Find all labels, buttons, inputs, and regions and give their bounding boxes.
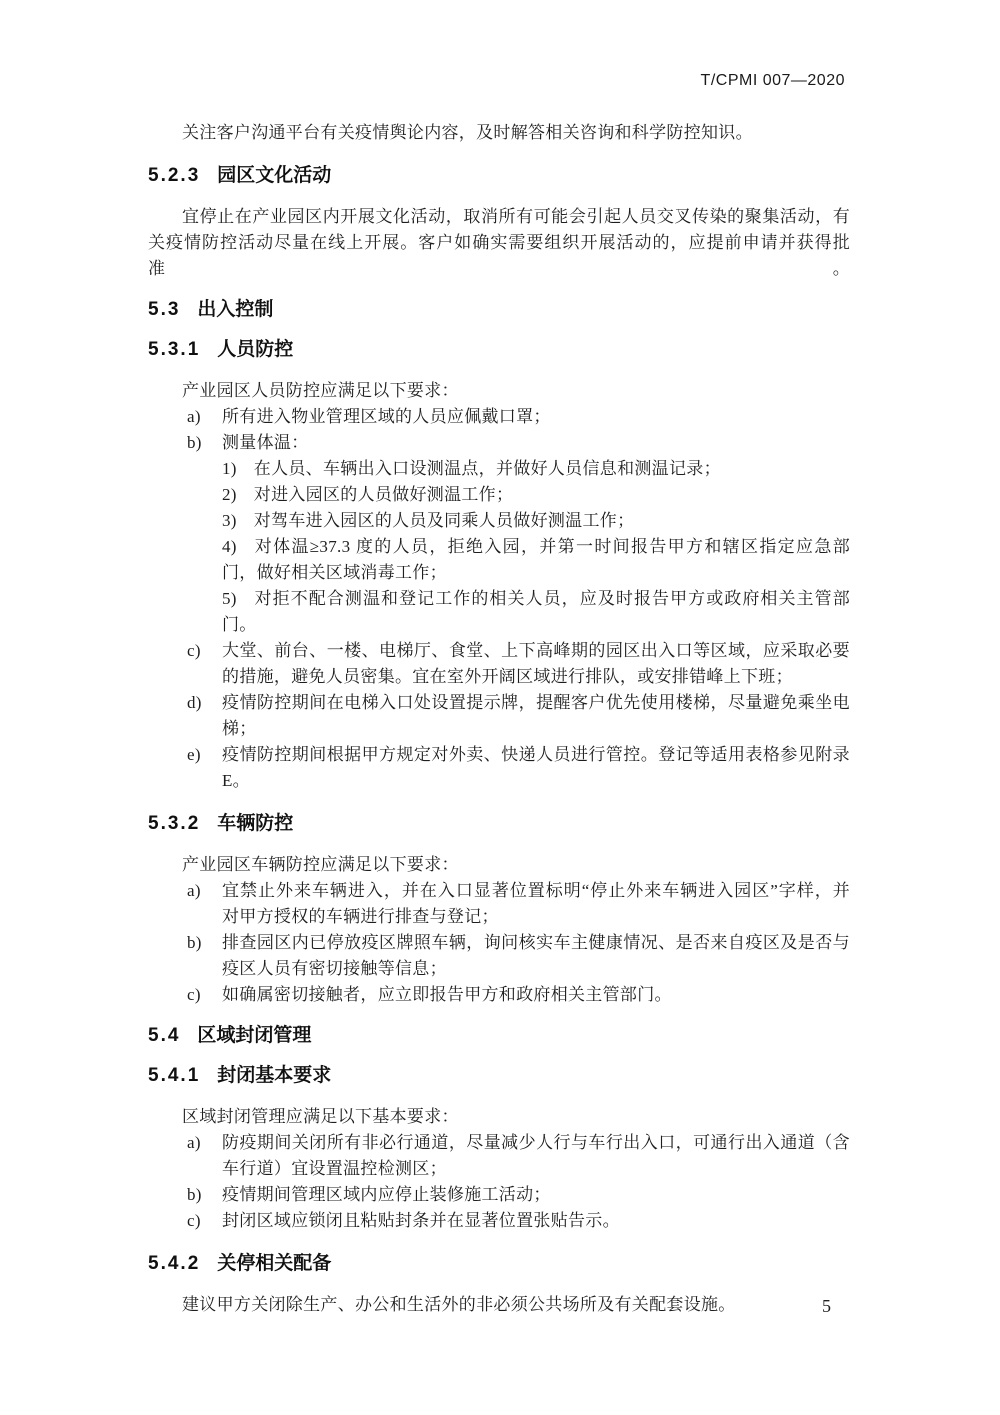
list-item-label: e) bbox=[187, 745, 201, 764]
section-title: 车辆防控 bbox=[217, 813, 294, 834]
section-title: 关停相关配备 bbox=[217, 1253, 332, 1274]
sub-list-item-label: 3) bbox=[222, 511, 237, 530]
section-title: 园区文化活动 bbox=[217, 165, 332, 186]
section-title: 封闭基本要求 bbox=[217, 1065, 332, 1086]
sub-list-item-label: 1) bbox=[222, 459, 237, 478]
text-line: 产业园区车辆防控应满足以下要求： bbox=[182, 855, 459, 874]
text-line: 5) 对拒不配合测温和登记工作的相关人员，应及时报告甲方或政府相关主管部 bbox=[222, 589, 850, 608]
text-line: 测量体温： bbox=[222, 433, 309, 452]
list-item bbox=[148, 1182, 850, 1208]
paragraph bbox=[148, 204, 850, 282]
paragraph bbox=[148, 120, 850, 146]
sub-list-item bbox=[222, 482, 850, 508]
section-number: 5.4 bbox=[148, 1025, 181, 1046]
text-line: 大堂、前台、一楼、电梯厅、食堂、上下高峰期的园区出入口等区域，应采取必要 bbox=[222, 641, 850, 660]
list-item bbox=[148, 930, 850, 982]
section-number: 5.3.2 bbox=[148, 813, 201, 834]
sub-list-item bbox=[222, 456, 850, 482]
list-item-label: b) bbox=[187, 933, 202, 952]
text-line: 4) 对体温≥37.3 度的人员，拒绝入园，并第一时间报告甲方和辖区指定应急部 bbox=[222, 537, 850, 556]
text-line: 封闭区域应锁闭且粘贴封条并在显著位置张贴告示。 bbox=[222, 1211, 620, 1230]
text-line: 梯； bbox=[222, 719, 257, 738]
text-line: 门。 bbox=[222, 615, 257, 634]
section-number: 5.4.2 bbox=[148, 1253, 201, 1274]
text-line: 疫情期间管理区域内应停止装修施工活动； bbox=[222, 1185, 551, 1204]
text-line: 宜禁止外来车辆进入，并在入口显著位置标明“停止外来车辆进入园区”字样，并 bbox=[222, 881, 850, 900]
document-body bbox=[148, 120, 850, 1318]
list-item bbox=[148, 742, 850, 794]
text-line: 区域封闭管理应满足以下基本要求： bbox=[182, 1107, 459, 1126]
sub-list-item-label: 5) bbox=[222, 589, 237, 608]
paragraph bbox=[148, 378, 850, 404]
list-item bbox=[148, 638, 850, 690]
section-heading bbox=[148, 340, 850, 360]
page-number: 5 bbox=[822, 1296, 831, 1316]
paragraph bbox=[148, 1292, 850, 1318]
list-item bbox=[148, 1208, 850, 1234]
text-line: 疫情防控期间在电梯入口处设置提示牌，提醒客户优先使用楼梯，尽量避免乘坐电 bbox=[222, 693, 850, 712]
text-line: 关注客户沟通平台有关疫情舆论内容，及时解答相关咨询和科学防控知识。 bbox=[182, 123, 753, 142]
sub-list-item bbox=[222, 586, 850, 638]
text-line: 排查园区内已停放疫区牌照车辆，询问核实车主健康情况、是否来自疫区及是否与 bbox=[222, 933, 850, 952]
list-item-label: a) bbox=[187, 407, 201, 426]
text-line: 防疫期间关闭所有非必行通道，尽量减少人行与车行出入口，可通行出入通道（含 bbox=[222, 1133, 850, 1152]
list-item bbox=[148, 690, 850, 742]
section-number: 5.4.1 bbox=[148, 1065, 201, 1086]
section-number: 5.3 bbox=[148, 299, 181, 320]
list-item-label: c) bbox=[187, 641, 201, 660]
sub-list-item bbox=[222, 508, 850, 534]
list-item-label: a) bbox=[187, 1133, 201, 1152]
section-title: 出入控制 bbox=[197, 299, 274, 320]
text-line: 如确属密切接触者，应立即报告甲方和政府相关主管部门。 bbox=[222, 985, 672, 1004]
text-line: 产业园区人员防控应满足以下要求： bbox=[182, 381, 459, 400]
section-number: 5.2.3 bbox=[148, 165, 201, 186]
text-line: E。 bbox=[222, 771, 250, 790]
text-line: 建议甲方关闭除生产、办公和生活外的非必须公共场所及有关配套设施。 bbox=[182, 1295, 736, 1314]
section-heading bbox=[148, 814, 850, 834]
section-heading bbox=[148, 166, 850, 186]
list-item bbox=[148, 404, 850, 430]
text-line: 的措施，避免人员密集。宜在室外开阔区域进行排队，或安排错峰上下班； bbox=[222, 667, 793, 686]
section-title: 人员防控 bbox=[217, 339, 294, 360]
list-item-label: b) bbox=[187, 1185, 202, 1204]
section-title: 区域封闭管理 bbox=[197, 1025, 312, 1046]
text-line: 对甲方授权的车辆进行排查与登记； bbox=[222, 907, 499, 926]
list-item-label: c) bbox=[187, 1211, 201, 1230]
text-line: 疫区人员有密切接触等信息； bbox=[222, 959, 447, 978]
paragraph bbox=[148, 1104, 850, 1130]
section-heading bbox=[148, 300, 850, 320]
text-line: 所有进入物业管理区域的人员应佩戴口罩； bbox=[222, 407, 551, 426]
list-item bbox=[148, 878, 850, 930]
section-heading bbox=[148, 1026, 850, 1046]
section-heading bbox=[148, 1066, 850, 1086]
paragraph bbox=[148, 852, 850, 878]
list-item-label: a) bbox=[187, 881, 201, 900]
list-item-label: c) bbox=[187, 985, 201, 1004]
standard-number: T/CPMI 007—2020 bbox=[700, 72, 845, 89]
text-line: 2) 对进入园区的人员做好测温工作； bbox=[222, 485, 514, 504]
sub-list-item-label: 4) bbox=[222, 537, 237, 556]
list-item-label: d) bbox=[187, 693, 202, 712]
list-item bbox=[148, 1130, 850, 1182]
list-item bbox=[148, 982, 850, 1008]
list-item-label: b) bbox=[187, 433, 202, 452]
section-heading bbox=[148, 1254, 850, 1274]
text-line: 关疫情防控活动尽量在线上开展。客户如确实需要组织开展活动的，应提前申请并获得批准。 bbox=[148, 233, 850, 278]
sub-list-item-label: 2) bbox=[222, 485, 237, 504]
text-line: 1) 在人员、车辆出入口设测温点，并做好人员信息和测温记录； bbox=[222, 459, 721, 478]
list-item bbox=[148, 430, 850, 456]
sub-list-item bbox=[222, 534, 850, 586]
section-number: 5.3.1 bbox=[148, 339, 201, 360]
text-line: 疫情防控期间根据甲方规定对外卖、快递人员进行管控。登记等适用表格参见附录 bbox=[222, 745, 850, 764]
text-line: 车行道）宜设置温控检测区； bbox=[222, 1159, 447, 1178]
text-line: 3) 对驾车进入园区的人员及同乘人员做好测温工作； bbox=[222, 511, 635, 530]
text-line: 门，做好相关区域消毒工作； bbox=[222, 563, 447, 582]
text-line: 宜停止在产业园区内开展文化活动，取消所有可能会引起人员交叉传染的聚集活动，有 bbox=[182, 207, 850, 226]
